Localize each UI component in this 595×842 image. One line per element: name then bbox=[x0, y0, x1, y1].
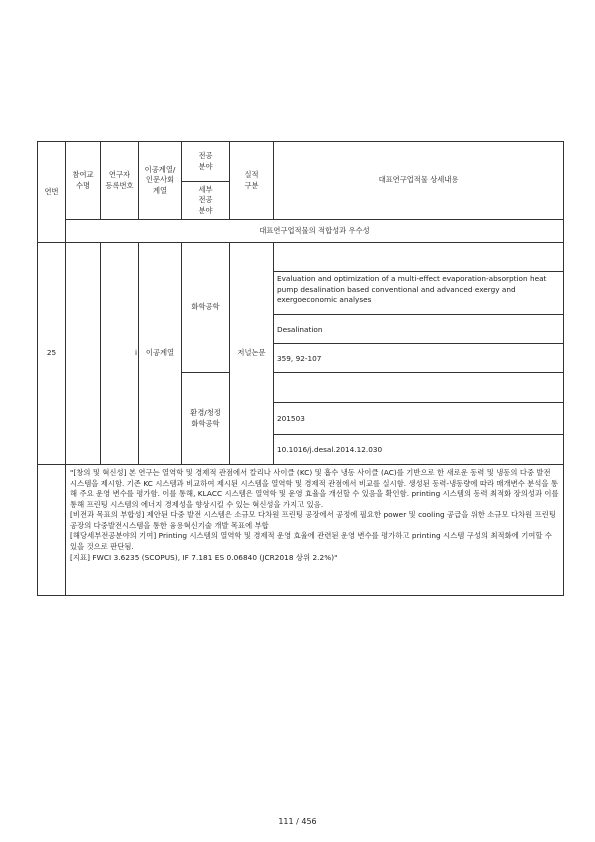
record-number-spacer bbox=[38, 465, 66, 596]
page-number: 111 / 456 bbox=[278, 817, 317, 826]
record-participant-marker: i bbox=[134, 348, 137, 358]
header-suitability: 대표연구업적물의 적합성과 우수성 bbox=[66, 220, 564, 243]
record-major-field: 화학공학 bbox=[182, 243, 230, 373]
header-year-no: 연번 bbox=[38, 142, 66, 243]
description-paragraph: [비전과 목표의 부합성] 제안된 다중 발전 시스템은 소규모 다차원 프린팅 공장에서 공정에 필요한 power 및 cooling 공급을 위한 소규모 다차원 프린팅 공장의 다중발전시스템을 통한 융용혁신기술 개발 목표에 부합 bbox=[70, 510, 556, 530]
detail-doi: 10.1016/j.desal.2014.12.030 bbox=[274, 435, 564, 465]
header-field-group: 이공계열/ 인문사회 계열 bbox=[139, 142, 182, 220]
description-paragraph: [지표] FWCI 3.6235 (SCOPUS), IF 7.181 ES 0.06840 (JCR2018 상위 2.2%)" bbox=[70, 552, 338, 562]
header-sub-field: 세부 전공 분야 bbox=[182, 182, 230, 220]
record-description bbox=[66, 465, 564, 596]
header-researcher-id: 연구자 등록번호 bbox=[101, 142, 139, 220]
record-field-group: 이공계열 bbox=[139, 243, 182, 465]
description-paragraph: [해당세부전공분야의 기여] Printing 시스템의 열역학 및 경제적 운영 효율에 관련된 운영 변수를 평가하고 printing 시스템 구성의 최적화에 기여할 수 있을 것으로 판단됨. bbox=[70, 531, 552, 552]
header-major-field: 전공 분야 bbox=[182, 142, 230, 182]
detail-title: Evaluation and optimization of a multi-effect evaporation-absorption heat pump desalination based conventional and advanced exergy and exergoeconomic analyses bbox=[274, 272, 564, 315]
detail-date: 201503 bbox=[274, 403, 564, 435]
detail-row bbox=[274, 243, 564, 272]
record-researcher-id bbox=[101, 243, 139, 465]
header-detail: 대표연구업적물 상세내용 bbox=[274, 142, 564, 220]
detail-row bbox=[274, 373, 564, 403]
record-achievement-type: 저널논문 bbox=[230, 243, 274, 465]
header-participant: 참여교 수명 bbox=[66, 142, 101, 220]
achievement-table bbox=[37, 141, 564, 596]
record-sub-field: 환경/청정 화학공학 bbox=[182, 373, 230, 465]
record-participant bbox=[66, 243, 101, 465]
description-paragraph: "[창의 및 혁신성] 본 연구는 열역학 및 경제적 관점에서 칼리나 사이클 (KC) 및 흡수 냉동 사이클 (AC)를 기반으로 한 새로운 동력 및 냉동의 다중 발전 시스템을 제시함. 기존 KC 시스템과 비교하여 제시된 시스템을 열역학 및 경제적 관점에서 비교를 실시함. 생성된 동력-냉동량에 따라 매개변수 분석을 통해 주요 운영 변수를 평가함. 이를 통해, KLACC 시스템은 열역학 및 운영 효율을 개선할 수 있음을 확인함. printing 시스템의 동력 최적화 장의성과 이를 통해 프린팅 시스템의 에너지 경제성을 향상시킬 수 있는 혁신성을 가지고 있음. bbox=[70, 468, 559, 509]
detail-journal: Desalination bbox=[274, 315, 564, 344]
record-number: 25 bbox=[38, 243, 66, 465]
header-achievement-type: 실적 구분 bbox=[230, 142, 274, 220]
detail-volume-pages: 359, 92-107 bbox=[274, 344, 564, 373]
